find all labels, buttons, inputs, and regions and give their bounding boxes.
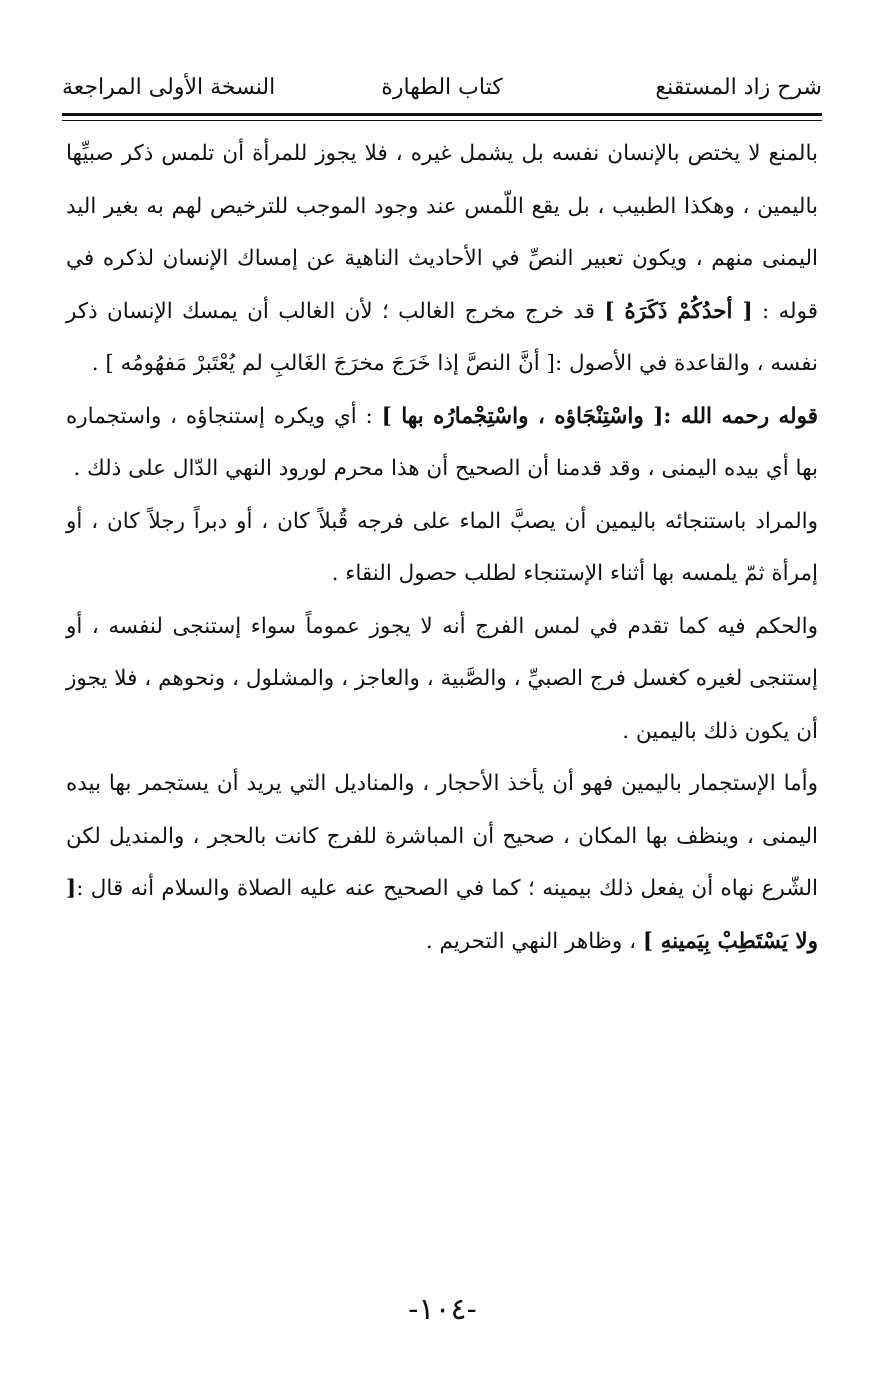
body-text: [66, 128, 818, 968]
edition-note: النسخة الأولى المراجعة: [62, 75, 276, 100]
paragraph-5-text-b: ، وظاهر النهي التحريم .: [425, 928, 643, 954]
paragraph-2: [66, 391, 818, 496]
paragraph-1-text-a: بالمنع لا يختص بالإنسان نفسه بل يشمل غيره ، فلا يجوز للمرأة أن تلمس ذكر صبيِّها باليمين ، وهكذا الطبيب ، بل يقع اللّمس عند وجود الموجب للترخيص لهم به بغير اليد اليمنى منهم ، ويكون تعبير النصِّ في الأحاديث الناهية عن إمساك الإنسان لذكره في قوله :: [66, 141, 818, 324]
paragraph-4: [66, 601, 818, 759]
hadith-quote-yastatib: [ ولا يَسْتَطِبْ بِيَمينهِ ]: [66, 876, 818, 954]
header-rule-thick: [62, 113, 822, 116]
paragraph-5: [66, 758, 818, 968]
paragraph-3: [66, 496, 818, 601]
paragraph-1-text-b: قد خرج مخرج الغالب ؛ لأن الغالب أن يمسك الإنسان ذكر نفسه ، والقاعدة في الأصول :[ أنَّ النصَّ إذا خَرَجَ مخرَجَ الغَالبِ لم يُعْتَبرْ مَفهُومُه ] .: [66, 298, 818, 376]
paragraph-3-text: والمراد باستنجائه باليمين أن يصبَّ الماء على فرجه قُبلاً كان ، أو دبراً رجلاً كان ، أو إمرأة ثمّ يلمسه بها أثناء الإستنجاء لطلب حصول النقاء .: [66, 508, 818, 586]
hadith-quote-ahadukum: [ أحدُكُمْ ذَكَرَهُ ]: [604, 298, 753, 324]
paragraph-2-text: : أي ويكره إستنجاؤه ، واستجماره بها أي بيده اليمنى ، وقد قدمنا أن الصحيح أن هذا محرم لورود النهي الدّال على ذلك .: [66, 403, 818, 481]
paragraph-5-text-a: وأما الإستجمار باليمين فهو أن يأخذ الأحجار ، والمناديل التي يريد أن يستجمر بها بيده اليمنى ، وينظف بها المكان ، صحيح أن المباشرة للفرج كانت بالحجر ، والمنديل لكن الشّرع نهاه أن يفعل ذلك بيمينه ؛ كما في الصحيح عنه عليه الصلاة والسلام أنه قال :: [66, 771, 818, 901]
chapter-title: كتاب الطهارة: [381, 75, 503, 100]
running-header: [62, 68, 822, 110]
book-title: شرح زاد المستقنع: [655, 75, 822, 100]
matn-quote-istinja: قوله رحمه الله :[ واسْتِنْجَاؤه ، واسْتِجْمارُه بها ]: [381, 403, 818, 429]
paragraph-1: [66, 128, 818, 391]
header-rule-thin: [62, 120, 822, 121]
paragraph-4-text: والحكم فيه كما تقدم في لمس الفرج أنه لا يجوز عموماً سواء إستنجى لنفسه ، أو إستنجى لغيره كغسل فرج الصبيِّ ، والصَّبية ، والعاجز ، والمشلول ، ونحوهم ، فلا يجوز أن يكون ذلك باليمين .: [66, 613, 818, 744]
page-number: -١٠٤-: [408, 1292, 477, 1327]
